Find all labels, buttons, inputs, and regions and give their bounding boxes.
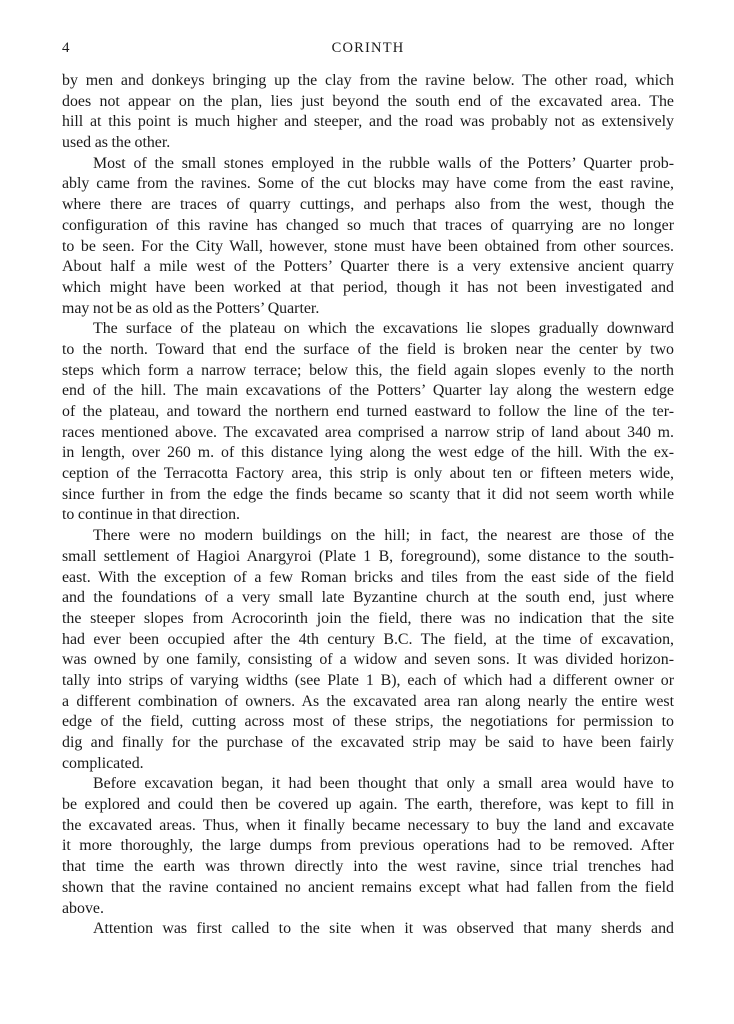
text-line: above.	[62, 899, 104, 917]
text-line: edge of the field, cutting across most of these strips, the negotiations for permission to	[62, 713, 674, 731]
text-line: ception of the Terracotta Factory area, this strip is only about ten or fifteen meters wide,	[62, 465, 674, 483]
text-line: the steeper slopes from Acrocorinth join the field, there was no indication that the site	[62, 609, 674, 627]
text-line: Before excavation began, it had been thought that only a small area would have to	[93, 775, 674, 793]
text-line: a different combination of owners. As the excavated area ran along nearly the entire west	[62, 692, 674, 710]
text-line: shown that the ravine contained no ancient remains except what had fallen from the field	[62, 878, 674, 896]
text-line: which might have been worked at that period, though it has not been investigated and	[62, 278, 674, 296]
text-line: in length, over 260 m. of this distance lying along the west edge of the hill. With the ex-	[62, 444, 674, 462]
text-line: of the plateau, and toward the northern end turned eastward to follow the line of the ter-	[62, 403, 674, 420]
text-line: had ever been occupied after the 4th century B.C. The field, at the time of excavation,	[62, 630, 674, 648]
text-line: was owned by one family, consisting of a widow and seven sons. It was divided horizon-	[62, 651, 674, 669]
text-line: the excavated areas. Thus, when it finally became necessary to buy the land and excavate	[62, 816, 674, 834]
paragraph	[62, 526, 674, 774]
text-line: tally into strips of varying widths (see Plate 1 B), each of which had a different owner or	[62, 671, 674, 689]
text-line: used as the other.	[62, 134, 171, 152]
text-line: hill at this point is much higher and steeper, and the road was probably not as extensively	[62, 113, 674, 131]
text-line: it more thoroughly, the large dumps from previous operations had to be removed. After	[62, 837, 674, 855]
text-line: to be seen. For the City Wall, however, stone must have been obtained from other sources.	[62, 237, 674, 255]
page-header	[62, 40, 674, 62]
text-line: east. With the exception of a few Roman bricks and tiles from the east side of the field	[62, 568, 674, 586]
paragraph	[62, 154, 674, 320]
text-line: About half a mile west of the Potters’ Quarter there is a very extensive ancient quarry	[62, 258, 674, 276]
text-line: complicated.	[62, 754, 144, 772]
text-line: that time the earth was thrown directly into the west ravine, since trial trenches had	[62, 858, 674, 876]
text-line: The surface of the plateau on which the excavations lie slopes gradually downward	[93, 320, 674, 338]
running-title: CORINTH	[331, 40, 405, 56]
paragraph	[62, 319, 674, 526]
paragraph	[62, 774, 674, 919]
text-line: by men and donkeys bringing up the clay from the ravine below. The other road, which	[62, 72, 674, 89]
text-line: since further in from the edge the finds became so scanty that it did not seem worth while	[62, 485, 674, 503]
text-line: races mentioned above. The excavated area comprised a narrow strip of land about 340 m.	[62, 423, 674, 441]
text-line: does not appear on the plan, lies just beyond the south end of the excavated area. The	[62, 92, 674, 110]
text-line: dig and finally for the purchase of the excavated strip may be said to have been fairly	[62, 734, 674, 751]
text-line: end of the hill. The main excavations of the Potters’ Quarter lay along the western edge	[62, 382, 674, 400]
text-line: Most of the small stones employed in the rubble walls of the Potters’ Quarter prob-	[93, 154, 674, 172]
text-line: to continue in that direction.	[62, 506, 241, 524]
text-line: where there are traces of quarry cuttings, and perhaps also from the west, though the	[62, 196, 674, 214]
text-line: configuration of this ravine has changed so much that traces of quarrying are no longer	[62, 216, 674, 234]
body-text	[62, 71, 674, 940]
text-line: be explored and could then be covered up again. The earth, therefore, was kept to fill in	[62, 796, 674, 814]
text-line: may not be as old as the Potters’ Quarter.	[62, 299, 320, 317]
text-line: Attention was first called to the site when it was observed that many sherds and	[93, 920, 674, 938]
text-line: small settlement of Hagioi Anargyroi (Plate 1 B, foreground), some distance to the south-	[62, 547, 674, 565]
text-line: steps which form a narrow terrace; below this, the field again slopes evenly to the north	[62, 361, 674, 379]
text-line: and the foundations of a very small late Byzantine church at the south end, just where	[62, 589, 674, 607]
text-line: to the north. Toward that end the surface of the field is broken near the center by two	[62, 340, 674, 358]
page-number: 4	[62, 40, 70, 56]
text-line: There were no modern buildings on the hill; in fact, the nearest are those of the	[93, 527, 674, 545]
paragraph	[62, 71, 674, 154]
paragraph	[62, 919, 674, 940]
text-line: ably came from the ravines. Some of the cut blocks may have come from the east ravine,	[62, 175, 674, 193]
